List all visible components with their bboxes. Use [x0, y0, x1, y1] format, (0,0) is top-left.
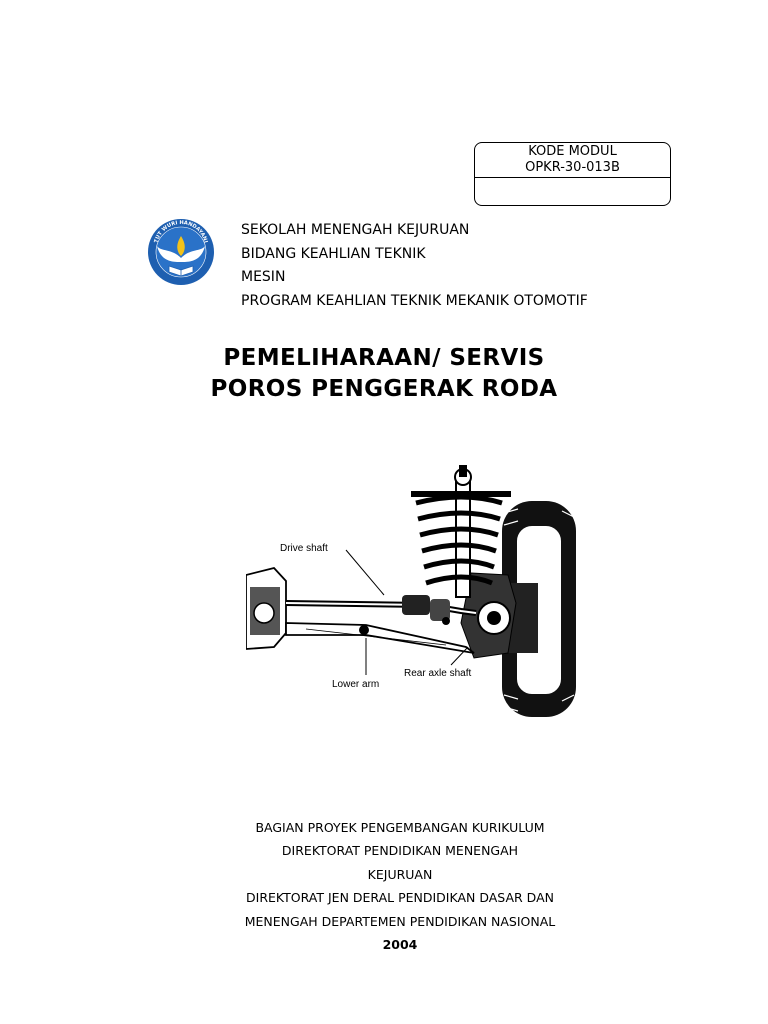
title-line: PEMELIHARAAN/ SERVIS: [223, 345, 545, 371]
school-line: MESIN: [241, 269, 286, 285]
kode-modul-label: KODE MODUL: [528, 144, 617, 159]
footer-line: KEJURUAN: [367, 866, 433, 882]
label-rear-axle-shaft: Rear axle shaft: [404, 668, 472, 679]
footer-line: DIREKTORAT JEN DERAL PENDIDIKAN DASAR DAN: [246, 890, 554, 906]
footer-line: MENENGAH DEPARTEMEN PENDIDIKAN NASIONAL: [244, 913, 556, 929]
school-line: SEKOLAH MENENGAH KEJURUAN: [241, 222, 470, 238]
kode-modul-box: [474, 142, 671, 206]
logo-text: TUT WURI HANDAYANI: [153, 219, 209, 244]
publisher-block: [150, 816, 650, 956]
title-line: POROS PENGGERAK RODA: [210, 376, 558, 402]
drive-shaft-diagram: [246, 463, 586, 723]
label-drive-shaft: Drive shaft: [280, 543, 328, 554]
footer-line: BAGIAN PROYEK PENGEMBANGAN KURIKULUM: [255, 820, 545, 835]
school-line: BIDANG KEAHLIAN TEKNIK: [241, 245, 426, 262]
tut-wuri-handayani-emblem-icon: [145, 218, 217, 286]
school-info: [241, 219, 588, 313]
kode-modul-value: OPKR-30-013B: [475, 160, 670, 178]
footer-line: DIREKTORAT PENDIDIKAN MENENGAH: [281, 843, 519, 859]
page-title: [0, 343, 768, 405]
label-lower-arm: Lower arm: [332, 679, 380, 690]
publication-year: 2004: [382, 937, 418, 953]
school-line: PROGRAM KEAHLIAN TEKNIK MEKANIK OTOMOTIF: [241, 292, 588, 309]
